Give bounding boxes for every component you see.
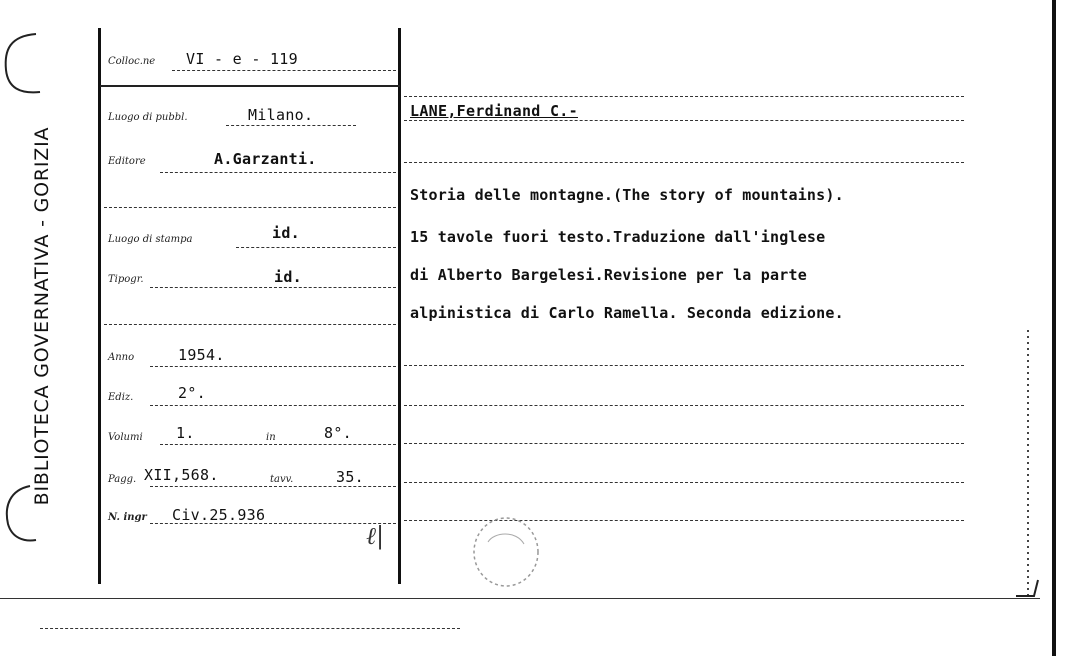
format-value: 8°. — [324, 424, 352, 442]
card-right-edge — [1052, 0, 1056, 656]
plates-value: 35. — [336, 468, 364, 486]
author-heading: LANE,Ferdinand C.- — [410, 102, 578, 120]
place-publication-label: Luogo di pubbl. — [108, 112, 188, 123]
rule-collocation — [172, 70, 396, 71]
rule-edition — [150, 405, 396, 406]
printer-value: id. — [274, 268, 302, 286]
rule-right-5 — [404, 443, 964, 444]
year-value: 1954. — [178, 346, 225, 364]
rule-bottom-1 — [0, 598, 1040, 599]
year-label: Anno — [108, 352, 135, 363]
rule-pages — [150, 486, 396, 487]
description-line-3: di Alberto Bargelesi.Revisione per la parte — [410, 266, 807, 284]
edge-marks — [1014, 330, 1044, 610]
rule-right-2 — [404, 162, 964, 163]
description-line-1: Storia delle montagne.(The story of mountains). — [410, 186, 844, 204]
rule-header — [100, 85, 400, 87]
middle-rule — [398, 28, 401, 584]
publisher-value: A.Garzanti. — [214, 150, 317, 168]
rule-bottom-2 — [40, 628, 460, 629]
rule-volumes — [160, 444, 396, 445]
printer-label: Tipogr. — [108, 274, 144, 285]
rule-place — [226, 125, 356, 126]
place-publication-value: Milano. — [248, 106, 314, 124]
rule-blank-1 — [104, 207, 396, 208]
plates-label: tavv. — [270, 474, 294, 485]
rule-right-3 — [404, 365, 964, 366]
publisher-label: Editore — [108, 156, 146, 167]
rule-right-1 — [404, 120, 964, 121]
hole-punch-mark — [0, 30, 46, 100]
place-printing-value: id. — [272, 224, 300, 242]
description-line-4: alpinistica di Carlo Ramella. Seconda edizione. — [410, 304, 844, 322]
library-name: BIBLIOTECA GOVERNATIVA - GORIZIA — [31, 126, 53, 506]
hole-punch-mark-bottom — [0, 480, 46, 550]
left-rule — [98, 28, 101, 584]
inventory-value: Civ.25.936 — [172, 506, 266, 524]
format-label: in — [266, 432, 276, 443]
description-line-2: 15 tavole fuori testo.Traduzione dall'inglese — [410, 228, 826, 246]
edition-label: Ediz. — [108, 392, 134, 403]
rule-printer — [150, 287, 396, 288]
pages-value: XII,568. — [144, 466, 219, 484]
volumes-value: 1. — [176, 424, 195, 442]
rule-year — [150, 366, 396, 367]
rule-right-4 — [404, 405, 964, 406]
collocation-label: Colloc.ne — [108, 56, 156, 67]
handwritten-mark: ℓ| — [366, 522, 385, 550]
pages-label: Pagg. — [108, 474, 137, 485]
rule-right-0 — [404, 96, 964, 97]
rule-blank-2 — [104, 324, 396, 325]
rule-right-6 — [404, 482, 964, 483]
rule-publisher — [160, 172, 396, 173]
inventory-label: N. ingr — [108, 512, 147, 523]
edition-value: 2°. — [178, 384, 206, 402]
rule-printplace — [236, 247, 396, 248]
place-printing-label: Luogo di stampa — [108, 234, 193, 245]
faded-stamp — [466, 512, 546, 590]
collocation-value: VI - e - 119 — [186, 50, 298, 68]
volumes-label: Volumi — [108, 432, 143, 443]
